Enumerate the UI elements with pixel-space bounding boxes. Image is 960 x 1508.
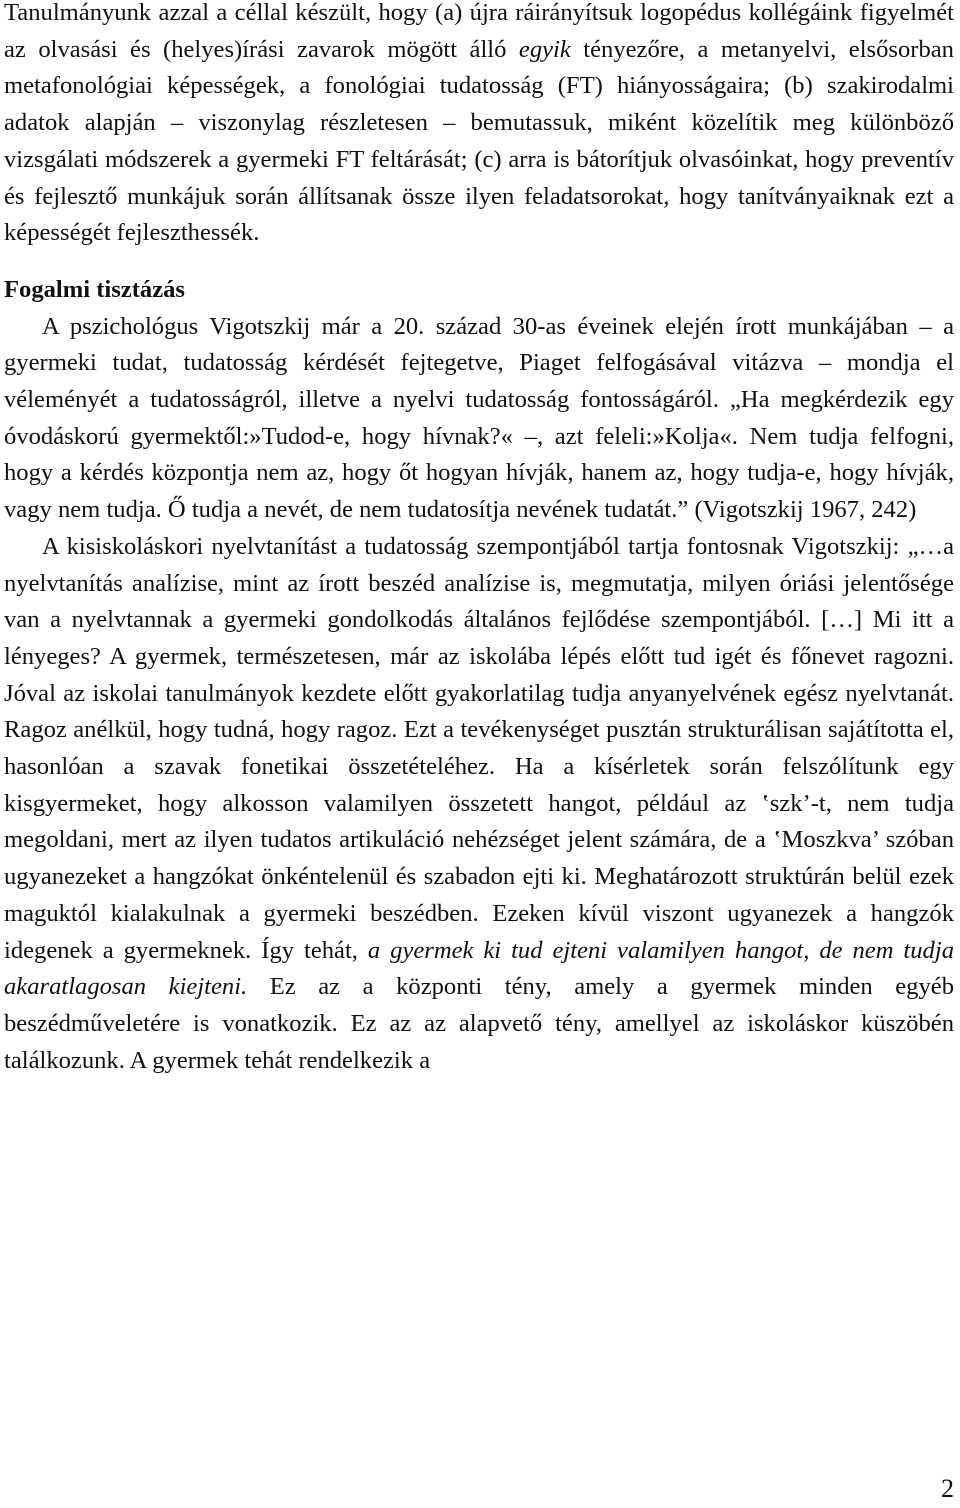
intro-text-2: tényezőre, a metanyelvi, elsősorban metafonológiai képességek, a fonológiai tudatosság (FT) hiányosságaira; (b) szakirodalmi adatok alapján – viszonylag részletesen – bemutassuk, miként közelítik meg különböző vizsgálati módszerek a gyermeki FT feltárását; (c) arra is bátorítjuk olvasóinkat, hogy preventív és fejlesztő munkájuk során állítsanak össze ilyen feladatsorokat, hogy tanítványaiknak ezt a képességét fejleszthessék.: [4, 35, 954, 247]
school-emphasis: a gyermek ki tud ejteni valamilyen hangot, de nem tudja akaratlagosan kiejteni.: [4, 936, 954, 1001]
document-page: [4, 0, 954, 1079]
section-heading: Fogalmi tisztázás: [4, 275, 185, 303]
school-text-1: A kisiskoláskori nyelvtanítást a tudatosság szempontjából tartja fontosnak Vigotszkij: „…a nyelvtanítás analízise, mint az írott beszéd analízise is, megmutatja, milyen óriási jelentősége van a nyelvtannak a gyermeki gondolkodás általános fejlődése szempontjából. […] Mi itt a lényeges? A gyermek, természetesen, már az iskolába lépés előtt tud igét és főnevet ragozni. Jóval az iskolai tanulmányok kezdete előtt gyakorlatilag tudja anyanyelvének egész nyelvtanát. Ragoz anélkül, hogy tudná, hogy ragoz. Ezt a tevékenységet pusztán strukturálisan sajátította el, hasonlóan a szavak fonetikai összetételéhez. Ha a kísérletek során felszólítunk egy kisgyermeket, hogy alkosson valamilyen összetett hangot, például az ‛szk’-t, nem tudja megoldani, mert az ilyen tudatos artikuláció nehézséget jelent számára, de a ‛Moszkva’ szóban ugyanezeket a hangzókat önkéntelenül és szabadon ejti ki. Meghatározott struktúrán belül ezek maguktól kialakulnak a gyermeki beszédben. Ezeken kívül viszont ugyanezek a hangzók idegenek a gyermeknek. Így tehát,: [4, 532, 954, 964]
page-number: 2: [941, 1474, 954, 1503]
vigotszkij-paragraph: A pszichológus Vigotszkij már a 20. század 30-as éveinek elején írott munkájában – a gyermeki tudat, tudatosság kérdését fejtegetve, Piaget felfogásával vitázva – mondja el véleményét a tudatosságról, illetve a nyelvi tudatosság fontosságáról. „Ha megkérdezik egy óvodáskorú gyermektől:»Tudod-e, hogy hívnak?« –, azt feleli:»Kolja«. Nem tudja felfogni, hogy a kérdés központja nem az, hogy őt hogyan hívják, hanem az, hogy tudja-e, hogy hívják, vagy nem tudja. Ő tudja a nevét, de nem tudatosítja nevének tudatát.” (Vigotszkij 1967, 242): [4, 312, 954, 524]
intro-paragraph: [4, 0, 954, 252]
school-paragraph: [4, 529, 954, 1080]
school-text-2: Ez az a központi tény, amely a gyermek minden egyéb beszédműveletére is vonatkozik. Ez az az alapvető tény, amellyel az iskoláskor küszöbén találkozunk. A gyermek tehát rendelkezik a: [4, 973, 954, 1074]
intro-text-1: Tanulmányunk azzal a céllal készült, hogy (a) újra ráirányítsuk logopédus kollégáink figyelmét az olvasási és (helyes)írási zavarok mögött álló: [4, 0, 954, 63]
intro-emphasis: egyik: [518, 35, 571, 63]
